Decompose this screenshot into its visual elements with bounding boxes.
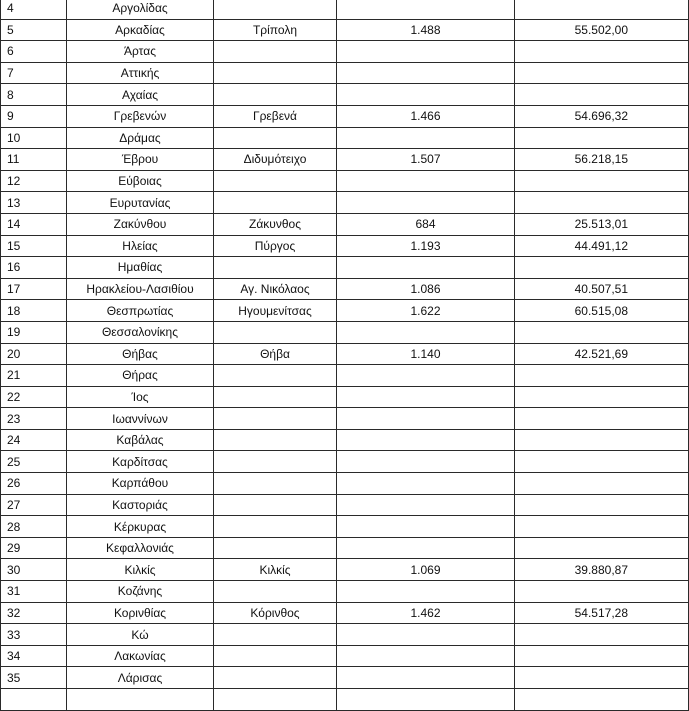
count-value: 1.462 [337,602,515,624]
count-value [337,170,515,192]
table-row [1,667,689,689]
town-name [214,667,337,689]
table-row [1,149,689,171]
town-name: Κόρινθος [214,602,337,624]
amount-value [515,408,689,430]
prefecture-name: Ιωαννίνων [67,408,214,430]
prefecture-name: Αχαίας [67,84,214,106]
town-name [214,645,337,667]
town-name [214,0,337,19]
count-value [337,84,515,106]
prefecture-name: Αττικής [67,62,214,84]
row-number: 11 [1,149,67,171]
table-row [1,300,689,322]
count-value [337,537,515,559]
row-number: 20 [1,343,67,365]
count-value: 1.069 [337,559,515,581]
count-value [337,624,515,646]
row-number: 26 [1,473,67,495]
prefecture-name: Θήβας [67,343,214,365]
table-row [1,257,689,279]
amount-value: 39.880,87 [515,559,689,581]
prefecture-name: Ζακύνθου [67,213,214,235]
prefecture-name: Άρτας [67,41,214,63]
prefecture-name: Ευρυτανίας [67,192,214,214]
town-name [214,386,337,408]
town-name [214,494,337,516]
prefecture-name: Έβρου [67,149,214,171]
count-value [337,386,515,408]
amount-value [515,473,689,495]
row-number: 5 [1,19,67,41]
town-name: Αγ. Νικόλαος [214,278,337,300]
table-row [1,516,689,538]
prefecture-name: Ηρακλείου-Λασιθίου [67,278,214,300]
table-row [1,62,689,84]
town-name [214,170,337,192]
row-number: 32 [1,602,67,624]
count-value [337,451,515,473]
table-row [1,473,689,495]
count-value [337,581,515,603]
prefecture-name: Κορινθίας [67,602,214,624]
row-number: 14 [1,213,67,235]
count-value: 1.507 [337,149,515,171]
row-number: 12 [1,170,67,192]
amount-value [515,667,689,689]
prefecture-name: Κιλκίς [67,559,214,581]
prefecture-name: Κώ [67,624,214,646]
town-name [214,62,337,84]
amount-value: 44.491,12 [515,235,689,257]
table-row [1,624,689,646]
table-row [1,127,689,149]
town-name: Πύργος [214,235,337,257]
table-row-partial [1,689,689,711]
row-number: 16 [1,257,67,279]
town-name [214,624,337,646]
table-row [1,41,689,63]
table-row [1,559,689,581]
count-value [337,494,515,516]
prefecture-name: Λάρισας [67,667,214,689]
count-value: 1.140 [337,343,515,365]
row-number: 9 [1,105,67,127]
prefecture-name: Αργολίδας [67,0,214,19]
town-name [214,408,337,430]
count-value: 684 [337,213,515,235]
row-number: 23 [1,408,67,430]
amount-value [515,494,689,516]
amount-value: 55.502,00 [515,19,689,41]
row-number: 31 [1,581,67,603]
prefecture-name: Κέρκυρας [67,516,214,538]
row-number: 33 [1,624,67,646]
town-name [214,321,337,343]
row-number: 34 [1,645,67,667]
amount-value [515,41,689,63]
table-row [1,645,689,667]
amount-value [515,127,689,149]
count-value: 1.466 [337,105,515,127]
amount-value [515,257,689,279]
row-number: 24 [1,429,67,451]
row-number: 4 [1,0,67,19]
town-name: Διδυμότειχο [214,149,337,171]
row-number: 22 [1,386,67,408]
amount-value: 40.507,51 [515,278,689,300]
count-value: 1.488 [337,19,515,41]
count-value [337,645,515,667]
town-name [214,451,337,473]
prefecture-name: Ίος [67,386,214,408]
town-name [214,473,337,495]
row-number: 25 [1,451,67,473]
amount-value [515,84,689,106]
town-name [214,429,337,451]
amount-value: 56.218,15 [515,149,689,171]
amount-value [515,321,689,343]
amount-value: 54.696,32 [515,105,689,127]
row-number: 35 [1,667,67,689]
amount-value [515,516,689,538]
count-value [337,408,515,430]
town-name [214,581,337,603]
prefecture-name: Θεσσαλονίκης [67,321,214,343]
table-row [1,429,689,451]
town-name [214,84,337,106]
row-number: 29 [1,537,67,559]
town-name [214,537,337,559]
prefecture-name: Λακωνίας [67,645,214,667]
table-row [1,192,689,214]
amount-value: 42.521,69 [515,343,689,365]
town-name: Τρίπολη [214,19,337,41]
table-row [1,170,689,192]
table-row [1,365,689,387]
table-row [1,386,689,408]
town-name: Ηγουμενίτσας [214,300,337,322]
table-row [1,602,689,624]
table-row [1,278,689,300]
row-number: 30 [1,559,67,581]
row-number: 7 [1,62,67,84]
amount-value [515,62,689,84]
count-value [337,41,515,63]
prefecture-name: Καρπάθου [67,473,214,495]
row-number: 18 [1,300,67,322]
row-number: 6 [1,41,67,63]
count-value [337,429,515,451]
prefecture-name: Δράμας [67,127,214,149]
town-name: Θήβα [214,343,337,365]
table-row [1,408,689,430]
table-row [1,537,689,559]
town-name [214,41,337,63]
amount-value [515,192,689,214]
amount-value [515,386,689,408]
table-row [1,19,689,41]
prefecture-name: Ηλείας [67,235,214,257]
count-value [337,127,515,149]
amount-value [515,537,689,559]
amount-value [515,365,689,387]
prefecture-name: Εύβοιας [67,170,214,192]
amount-value [515,170,689,192]
row-number: 13 [1,192,67,214]
table-row [1,343,689,365]
table-row [1,235,689,257]
prefecture-name: Κοζάνης [67,581,214,603]
prefecture-name: Θήρας [67,365,214,387]
table-row [1,213,689,235]
prefecture-name: Καρδίτσας [67,451,214,473]
prefecture-name: Κεφαλλονιάς [67,537,214,559]
row-number: 21 [1,365,67,387]
amount-value [515,451,689,473]
row-number: 10 [1,127,67,149]
row-number: 27 [1,494,67,516]
amount-value [515,0,689,19]
count-value [337,473,515,495]
count-value [337,365,515,387]
prefecture-name: Ημαθίας [67,257,214,279]
town-name: Γρεβενά [214,105,337,127]
table-row [1,494,689,516]
table-row [1,581,689,603]
count-value [337,192,515,214]
table-row [1,105,689,127]
amount-value: 25.513,01 [515,213,689,235]
table-row [1,451,689,473]
count-value [337,62,515,84]
amount-value: 60.515,08 [515,300,689,322]
town-name [214,127,337,149]
prefecture-name: Αρκαδίας [67,19,214,41]
count-value [337,667,515,689]
count-value [337,321,515,343]
town-name: Ζάκυνθος [214,213,337,235]
town-name [214,257,337,279]
town-name [214,192,337,214]
prefecture-name: Καβάλας [67,429,214,451]
row-number: 19 [1,321,67,343]
row-number: 28 [1,516,67,538]
town-name [214,516,337,538]
amount-value [515,645,689,667]
amount-value [515,429,689,451]
table-body [1,0,689,689]
prefecture-name: Γρεβενών [67,105,214,127]
table-row [1,84,689,106]
row-number: 8 [1,84,67,106]
count-value: 1.622 [337,300,515,322]
count-value [337,257,515,279]
amount-value: 54.517,28 [515,602,689,624]
count-value [337,0,515,19]
town-name: Κιλκίς [214,559,337,581]
table-row [1,321,689,343]
town-name [214,365,337,387]
prefecture-name: Θεσπρωτίας [67,300,214,322]
count-value: 1.086 [337,278,515,300]
count-value [337,516,515,538]
prefecture-name: Καστοριάς [67,494,214,516]
row-number: 17 [1,278,67,300]
count-value: 1.193 [337,235,515,257]
table-row [1,0,689,19]
amount-value [515,581,689,603]
amount-value [515,624,689,646]
row-number: 15 [1,235,67,257]
